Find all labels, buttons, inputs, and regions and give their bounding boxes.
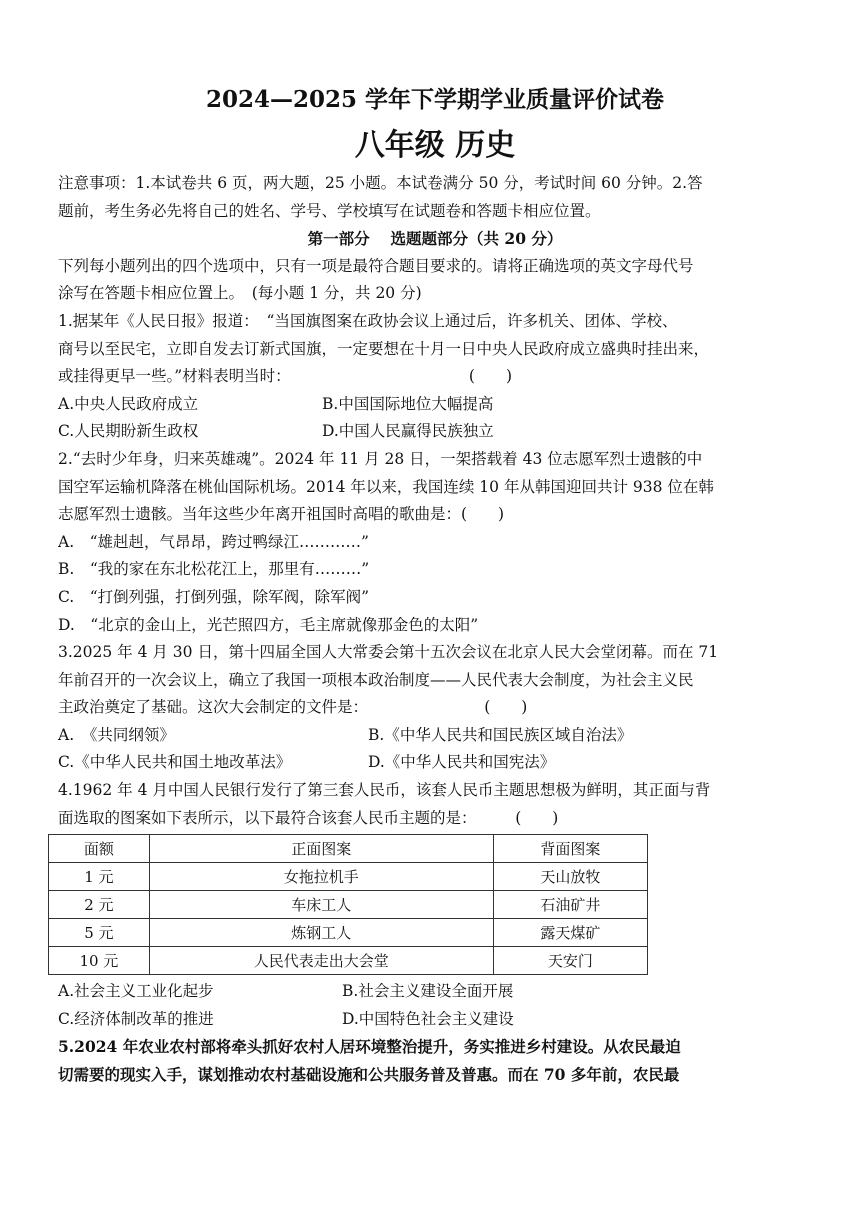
question-stem: 4.1962 年 4 月中国人民银行发行了第三套人民币，该套人民币主题思想极为鲜明，其正面与背: [58, 781, 711, 800]
option-a: A. “雄赳赳，气昂昂，跨过鸭绿江…………”: [58, 532, 369, 551]
option-b: B.《中华人民共和国民族区域自治法》: [368, 725, 633, 744]
question-stem: 3.2025 年 4 月 30 日，第十四届全国人大常委会第十五次会议在北京人民大会堂闭幕。而在 71: [58, 643, 719, 662]
part1-instruction: 涂写在答题卡相应位置上。 (每小题 1 分，共 20 分): [58, 284, 422, 303]
table-header: 正面图案: [149, 835, 493, 863]
table-header-row: [49, 835, 648, 863]
exam-page: [58, 84, 812, 1089]
table-cell: 2 元: [49, 891, 150, 919]
part1-heading: 第一部分 选题题部分（共 20 分）: [307, 229, 563, 249]
question-stem: 年前召开的一次会议上，确立了我国一项根本政治制度——人民代表大会制度，为社会主义民: [58, 670, 694, 689]
option-b: B. “我的家在东北松花江上，那里有………”: [58, 560, 370, 579]
question-stem: 志愿军烈士遗骸。当年这些少年离开祖国时高唱的歌曲是：( ): [58, 505, 505, 524]
question-5: [58, 1033, 812, 1088]
option-c: C.经济体制改革的推进: [58, 1009, 214, 1028]
currency-table: [48, 834, 648, 975]
option-row: [58, 418, 812, 446]
table-row: [49, 919, 648, 947]
question-stem: 1.据某年《人民日报》报道： “当国旗图案在政协会议上通过后，许多机关、团体、学校、: [58, 311, 678, 330]
table-cell: 天安门: [493, 947, 647, 975]
option-row: [58, 722, 812, 750]
table-header: 面额: [49, 835, 150, 863]
part1-instruction: 下列每小题列出的四个选项中，只有一项是最符合题目要求的。请将正确选项的英文字母代号: [58, 256, 694, 275]
table-row: [49, 863, 648, 891]
question-2: [58, 446, 812, 639]
question-3: [58, 639, 812, 777]
option-d: D.中国特色社会主义建设: [342, 1009, 514, 1028]
question-stem: 5.2024 年农业农村部将牵头抓好农村人居环境整治提升，务实推进乡村建设。从农民最迫: [58, 1037, 681, 1057]
table-row: [49, 891, 648, 919]
option-a: A. 《共同纲领》: [58, 725, 175, 744]
option-d: D. “北京的金山上，光芒照四方，毛主席就像那金色的太阳”: [58, 615, 479, 634]
question-stem: 国空军运输机降落在桃仙国际机场。2014 年以来，我国连续 10 年从韩国迎回共计 938 位在韩: [58, 477, 714, 496]
option-b: B.社会主义建设全面开展: [342, 982, 514, 1001]
notice-block: [58, 170, 812, 225]
option-d: D.《中华人民共和国宪法》: [368, 753, 556, 772]
question-stem: 切需要的现实入手，谋划推动农村基础设施和公共服务普及普惠。而在 70 多年前，农民最: [58, 1065, 680, 1085]
notice-line: 注意事项：1.本试卷共 6 页，两大题，25 小题。本试卷满分 50 分，考试时间 60 分钟。2.答: [58, 174, 703, 192]
option-a: A.中央人民政府成立: [58, 394, 199, 413]
option-row: [58, 978, 812, 1006]
option-row: [58, 1006, 812, 1034]
question-stem: 或挂得更早一些。”材料表明当时： ( ): [58, 367, 513, 386]
table-cell: 10 元: [49, 947, 150, 975]
table-cell: 女拖拉机手: [149, 863, 493, 891]
table-cell: 天山放牧: [493, 863, 647, 891]
exam-subject: 八年级 历史: [354, 128, 516, 163]
question-stem: 主政治奠定了基础。这次大会制定的文件是： ( ): [58, 698, 528, 717]
option-c: C.人民期盼新生政权: [58, 422, 199, 441]
option-row: [58, 391, 812, 419]
table-cell: 露天煤矿: [493, 919, 647, 947]
table-cell: 石油矿井: [493, 891, 647, 919]
exam-title: 2024—2025 学年下学期学业质量评价试卷: [205, 86, 665, 113]
table-row: [49, 947, 648, 975]
option-row: [58, 749, 812, 777]
notice-line: 题前，考生务必先将自己的姓名、学号、学校填写在试题卷和答题卡相应位置。: [58, 201, 601, 220]
option-a: A.社会主义工业化起步: [58, 982, 214, 1001]
option-c: C. “打倒列强，打倒列强，除军阀，除军阀”: [58, 587, 370, 606]
table-cell: 1 元: [49, 863, 150, 891]
option-c: C.《中华人民共和国土地改革法》: [58, 753, 292, 772]
table-header: 背面图案: [493, 835, 647, 863]
question-stem: 面选取的图案如下表所示，以下最符合该套人民币主题的是： ( ): [58, 808, 559, 827]
table-cell: 车床工人: [149, 891, 493, 919]
question-stem: 2.“去时少年身，归来英雄魂”。2024 年 11 月 28 日，一架搭载着 43 位志愿军烈士遗骸的中: [58, 449, 703, 468]
table-cell: 炼钢工人: [149, 919, 493, 947]
question-stem: 商号以至民宅，立即自发去订新式国旗，一定要想在十月一日中央人民政府成立盛典时挂出来，: [58, 339, 710, 358]
table-cell: 5 元: [49, 919, 150, 947]
option-b: B.中国国际地位大幅提高: [322, 394, 494, 413]
table-cell: 人民代表走出大会堂: [149, 947, 493, 975]
question-1: [58, 308, 812, 446]
question-4: [58, 777, 812, 1033]
option-d: D.中国人民赢得民族独立: [322, 422, 494, 441]
